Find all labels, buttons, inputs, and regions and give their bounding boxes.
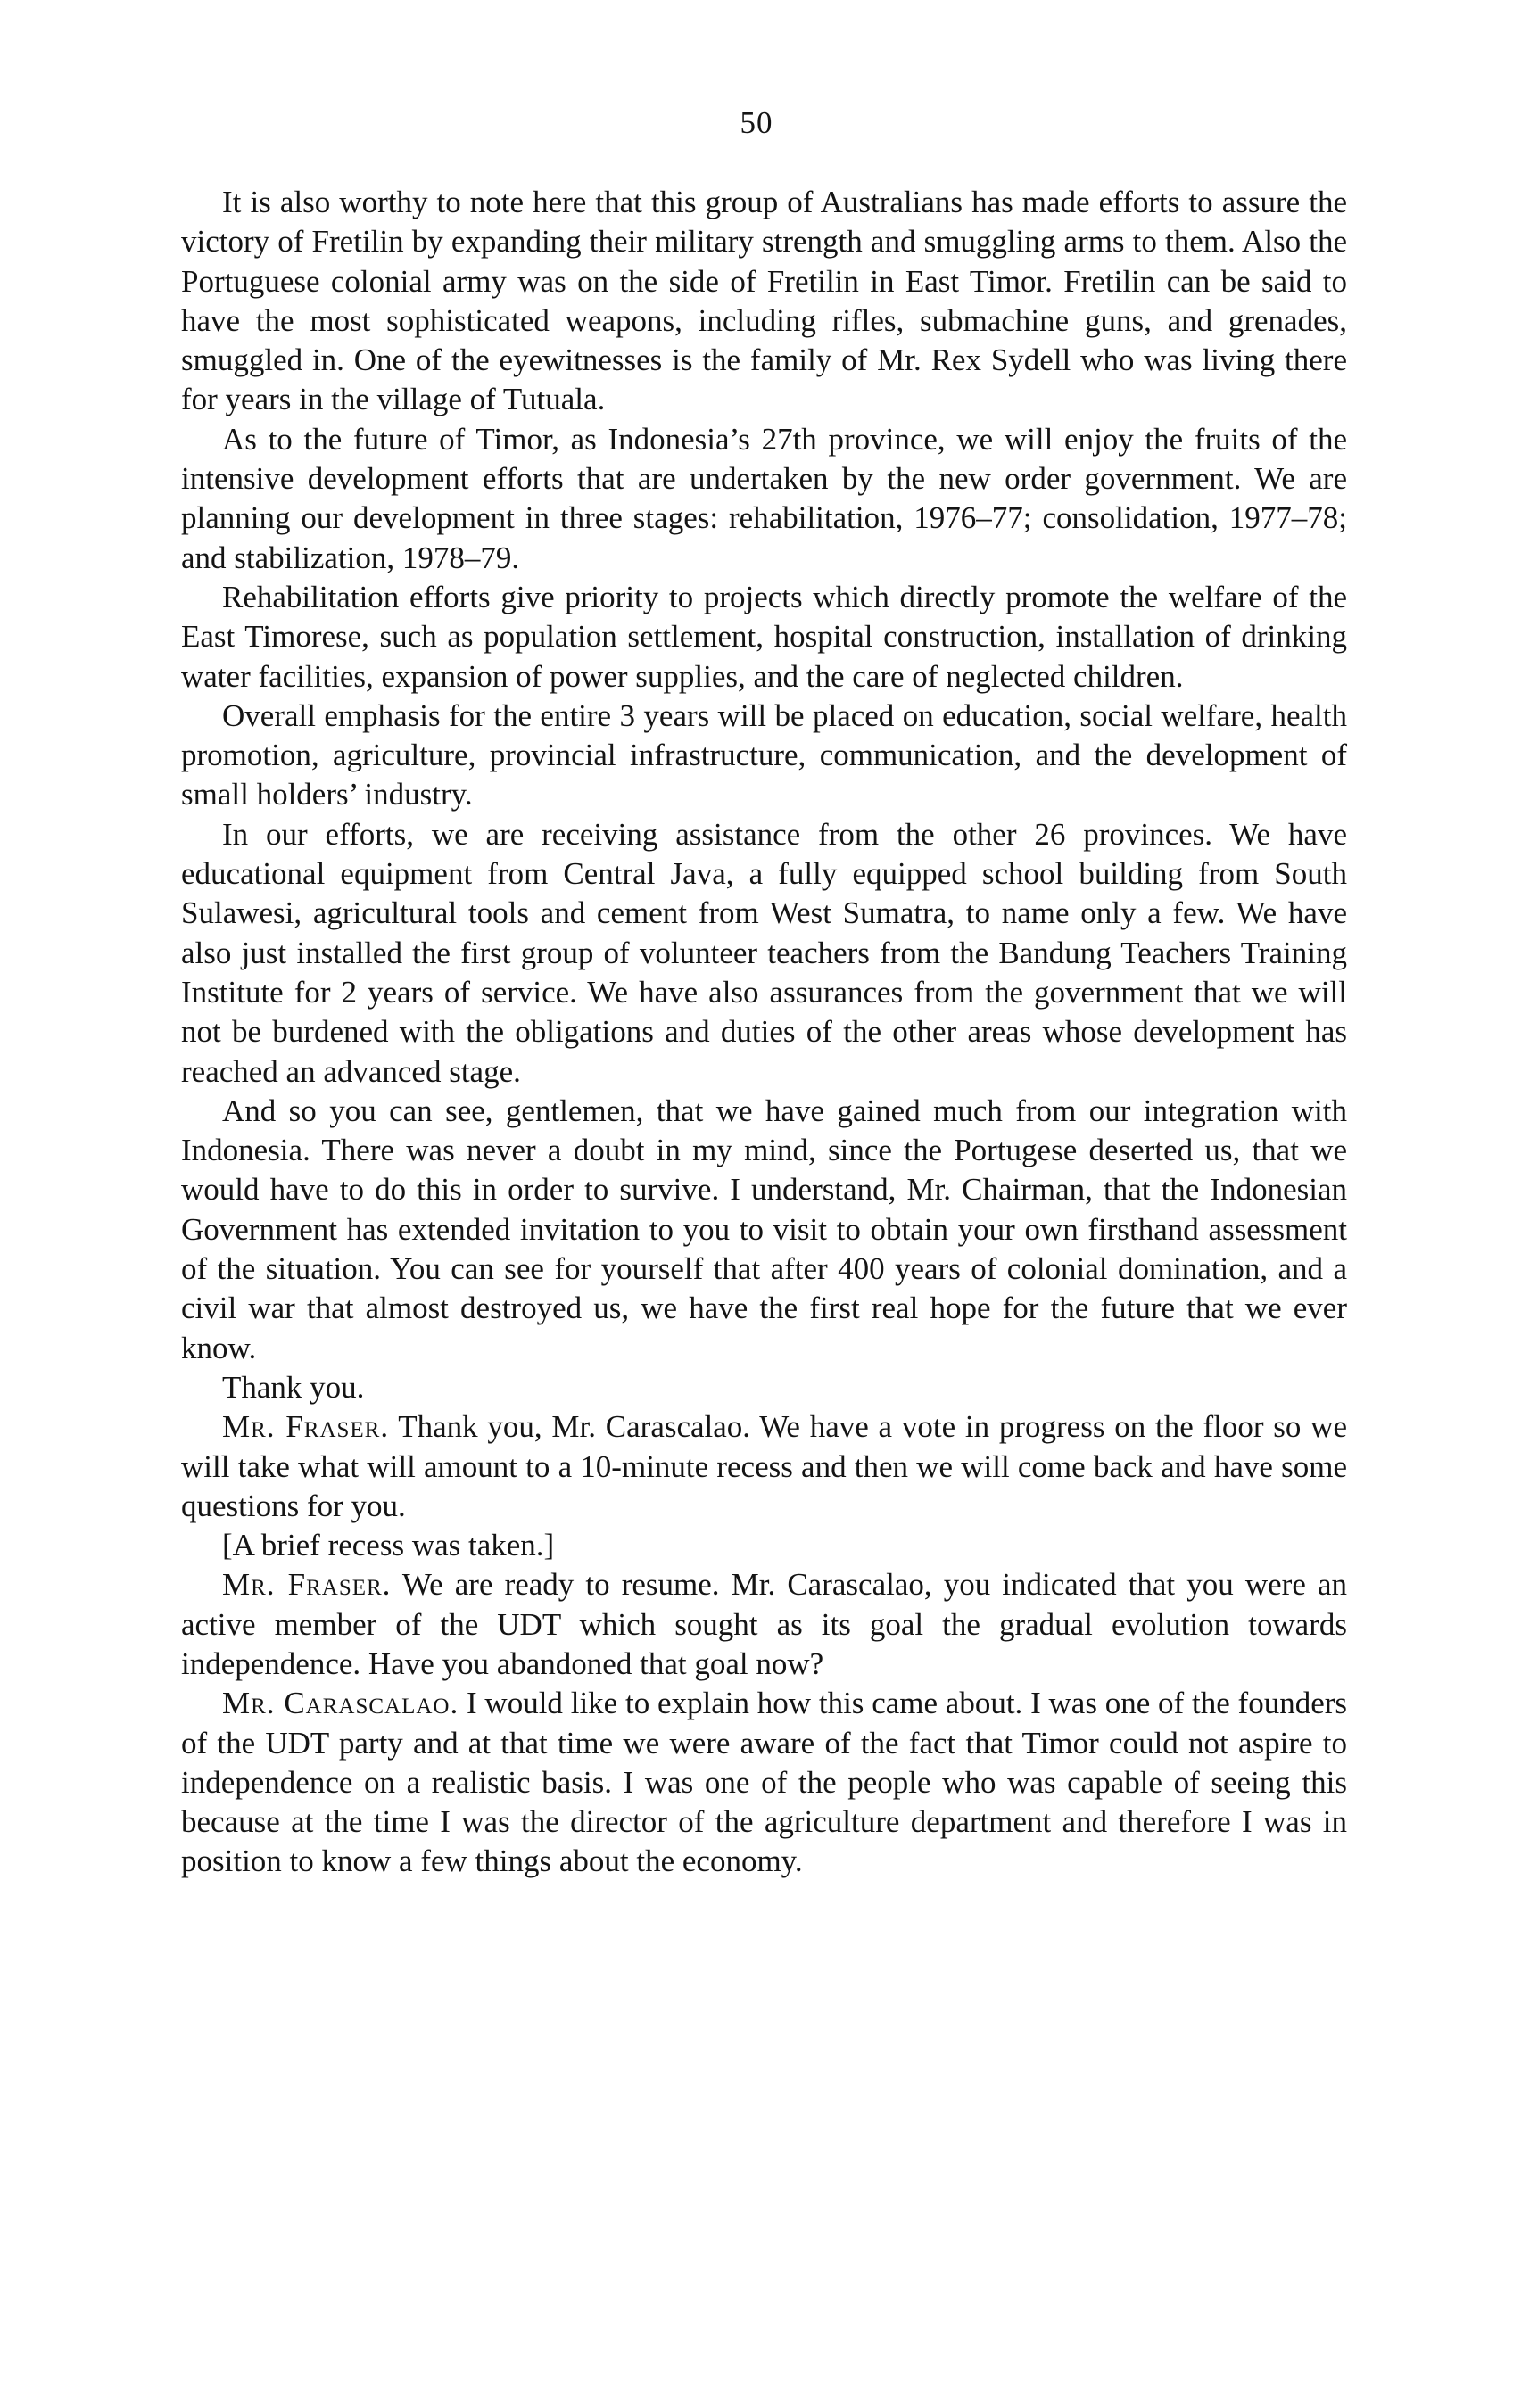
paragraph (181, 183, 1347, 420)
paragraph-text: I would like to explain how this came about. I was one of the founders of the UDT party and at that time we were aware of the fact that Timor could not aspire to independence on a realistic basis. I was one of the people who was capable of seeing this because at the time I was the director of the agriculture department and therefore I was in position to know a few things about the economy. (181, 1686, 1347, 1879)
paragraph-text: Thank you. (222, 1369, 365, 1405)
paragraph-text: And so you can see, gentlemen, that we have gained much from our integration with Indonesia. There was never a doubt in my mind, since the Portugese deserted us, that we would have to do this in order to survive. I understand, Mr. Chairman, that the Indonesian Government has extended invitation to you to visit to obtain your own firsthand assessment of the situation. You can see for yourself that after 400 years of colonial domination, and a civil war that almost destroyed us, we have the first real hope for the future that we ever know. (181, 1093, 1347, 1365)
paragraph-text: In our efforts, we are receiving assistance from the other 26 provinces. We have educational equipment from Central Java, a fully equipped school building from South Sulawesi, agricultural tools and cement from West Sumatra, to name only a few. We have also just installed the first group of volunteer teachers from the Bandung Teachers Training Institute for 2 years of service. We have also assurances from the government that we will not be burdened with the obligations and duties of the other areas whose development has reached an advanced stage. (181, 816, 1347, 1089)
paragraph-text: Rehabilitation efforts give priority to projects which directly promote the welfare of the East Timorese, such as population settlement, hospital construction, installation of drinking water facilities, expansion of power supplies, and the care of neglected children. (181, 579, 1347, 694)
stage-note (181, 1526, 1347, 1565)
paragraph-text: [A brief recess was taken.] (222, 1528, 555, 1563)
paragraph (181, 420, 1347, 578)
speaker-paragraph (181, 1684, 1347, 1881)
paragraph-text: It is also worthy to note here that this group of Australians has made efforts to assure the victory of Fretilin by expanding their military strength and smuggling arms to them. Also the Portuguese colonial army was on the side of Fretilin in East Timor. Fretilin can be said to have the most sophisticated weapons, including rifles, submachine guns, and grenades, smuggled in. One of the eyewitnesses is the family of Mr. Rex Sydell who was living there for years in the village of Tutuala. (181, 185, 1347, 417)
speaker-paragraph (181, 1407, 1347, 1526)
paragraph-text: Overall emphasis for the entire 3 years will be placed on education, social welfare, health promotion, agriculture, provincial infrastructure, communication, and the development of small holders’ industry. (181, 697, 1347, 812)
speaker-name: Mr. Fraser. (222, 1409, 390, 1445)
speaker-name: Mr. Fraser. (222, 1567, 392, 1603)
speaker-paragraph (181, 1565, 1347, 1684)
paragraph-text: Thank you, Mr. Carascalao. We have a vote in progress on the floor so we will take what will amount to a 10-minute recess and then we will come back and have some questions for you. (181, 1409, 1347, 1523)
paragraph (181, 1368, 1347, 1407)
paragraph (181, 578, 1347, 697)
paragraph (181, 1092, 1347, 1368)
paragraph-text: We are ready to resume. Mr. Carascalao, you indicated that you were an active member of the UDT which sought as its goal the gradual evolution towards independence. Have you abandoned that goal now? (181, 1567, 1347, 1681)
paragraph-text: As to the future of Timor, as Indonesia’s 27th province, we will enjoy the fruits of the intensive development efforts that are undertaken by the new order government. We are planning our development in three stages: rehabilitation, 1976–77; consolidation, 1977–78; and stabilization, 1978–79. (181, 421, 1347, 575)
page-number: 50 (740, 105, 773, 140)
speaker-name: Mr. Carascalao. (222, 1686, 459, 1721)
body-text (181, 183, 1347, 1882)
paragraph (181, 697, 1347, 815)
paragraph (181, 815, 1347, 1092)
